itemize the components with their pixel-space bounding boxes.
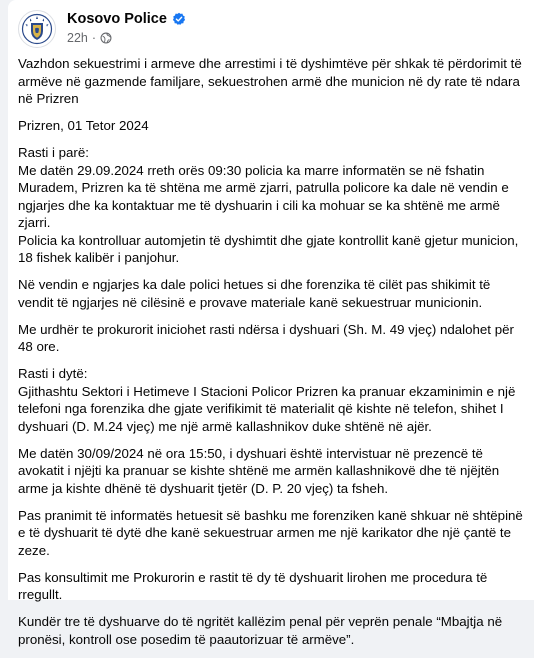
post-paragraph: Me datën 30/09/2024 në ora 15:50, i dyshuari është intervistuar në prezencë të avokatit i njëjti ka pranuar se kishte shtënë me armën kallashnikovë dhe të njëjtën arme ja kishte dhënë të dyshuarit tjetër (D. P. 20 vjeç) ta fsheh. bbox=[18, 445, 500, 496]
post-paragraph: Rasti i dytë: Gjithashtu Sektori i Hetimeve I Stacioni Policor Prizren ka pranuar ekzaminimin e një telefoni nga forenzika dhe gjate verifikimit të materialit që kishte në telefon, shihet I dyshuari (D. M.24 vjeç) me një armë kallashnikov duke shtënë në ajër. bbox=[18, 366, 516, 434]
post-paragraph: Me urdhër te prokurorit iniciohet rasti ndërsa i dyshuari (Sh. M. 49 vjeç) ndalohet për 48 ore. bbox=[18, 321, 514, 354]
post-paragraph: Rasti i parë: Me datën 29.09.2024 rreth orës 09:30 policia ka marre informatën se në fshatin Muradem, Prizren ka të shtëna me armë zjarri, patrulla policore ka dale në vendin e ngjarjes dhe ka kontaktuar me të dyshuarin i cili ka mohuar se ka shtënë me armë zjarri. Policia ka kontrolluar automjetin të dyshimtit dhe gjate kontrollit kanë gjetur municion, 18 fishek kalibër i panjohur. bbox=[18, 145, 519, 265]
post-paragraph: Pas konsultimit me Prokurorin e rastit të dy të dyshuarit lirohen me procedura të rregullt. bbox=[18, 569, 488, 602]
meta-separator: · bbox=[91, 31, 97, 45]
post-paragraph: Pas pranimit të informatës hetuesit së bashku me forenziken kanë shkuar në shtëpinë e të dyshuarit të dytë dhe kanë sekuestruar armen me një karikator dhe një çantë te zeze. bbox=[18, 507, 523, 558]
post-meta bbox=[67, 31, 112, 45]
page-name[interactable] bbox=[67, 11, 186, 27]
police-emblem-icon bbox=[19, 11, 55, 47]
post-paragraph: Vazhdon sekuestrimi i armeve dhe arrestimi i të dyshimtëve për shkak të përdorimit të armëve në gazmende familjare, sekuestrohen armë dhe municion në dy rate të ndara në Prizren bbox=[18, 56, 522, 106]
post-card bbox=[8, 0, 534, 647]
verified-badge-icon bbox=[172, 12, 186, 26]
post-timestamp[interactable]: 22h bbox=[67, 31, 88, 45]
post-paragraph: Në vendin e ngjarjes ka dale polici hetues si dhe forenzika të cilët pas shikimit të vendit të ngjarjes në cilësinë e provave materiale kanë sekuestruar municionin. bbox=[18, 277, 491, 310]
post-paragraph: Prizren, 01 Tetor 2024 bbox=[18, 118, 149, 133]
post-header bbox=[18, 8, 518, 48]
globe-icon bbox=[100, 32, 112, 44]
page-name-text[interactable]: Kosovo Police bbox=[67, 11, 167, 27]
post-paragraph: Kundër tre të dyshuarve do të ngritët kallëzim penal për veprën penale “Mbajtja në pronësi, kontroll ose posedim të paautorizuar të armëve”. bbox=[18, 614, 503, 647]
page-avatar[interactable] bbox=[18, 10, 56, 48]
post-body bbox=[18, 55, 523, 658]
